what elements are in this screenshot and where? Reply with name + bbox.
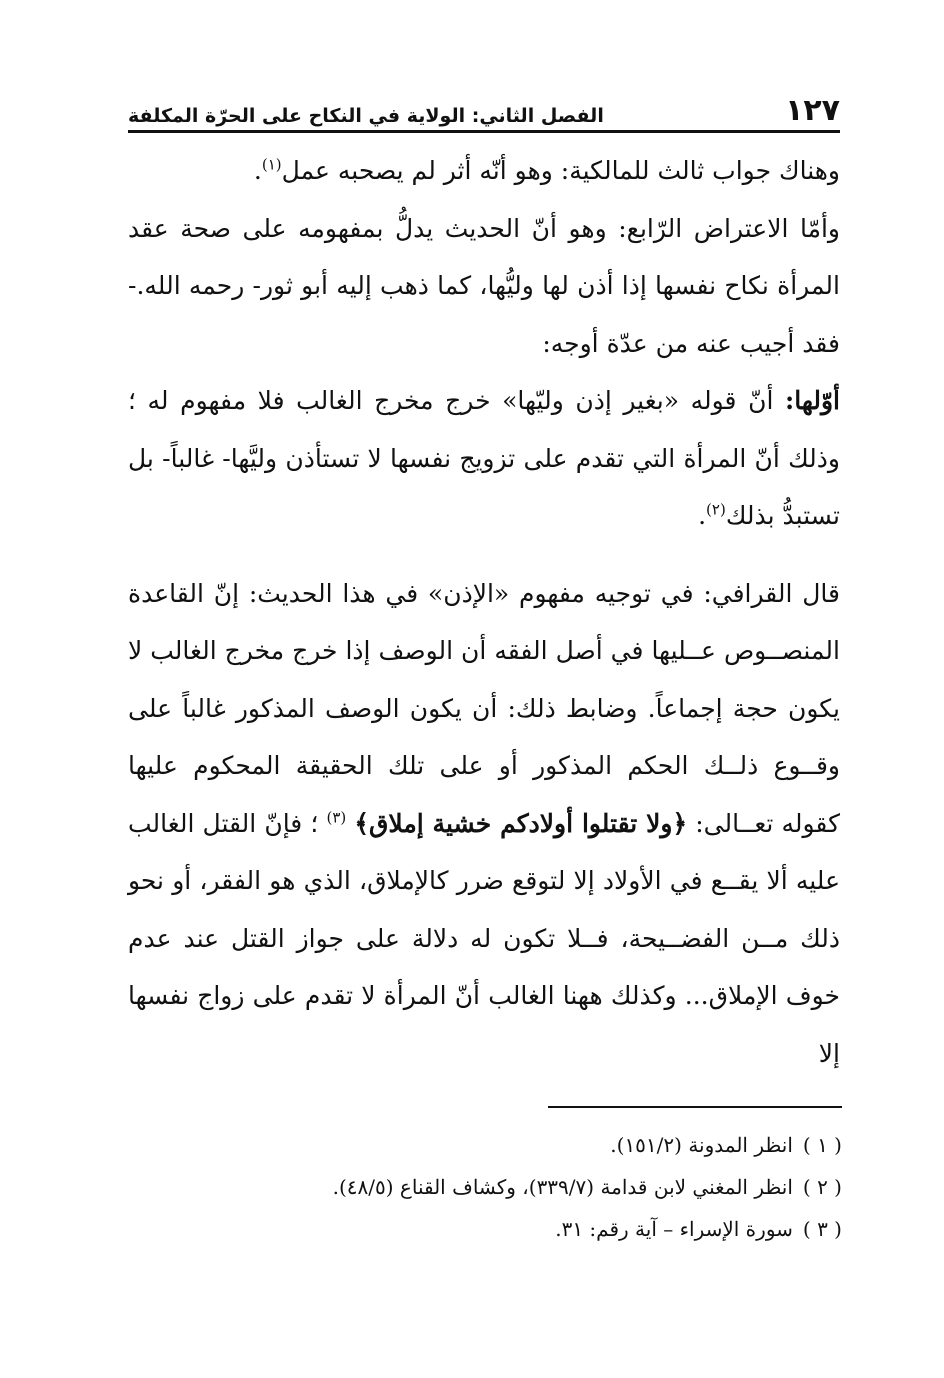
paragraph-1 (128, 142, 840, 200)
paragraph-3-text: أنّ قوله «بغير إذن وليّها» خرج مخرج الغالب فلا مفهوم له ؛ وذلك أنّ المرأة التي تقدم على تزويج نفسها لا تستأذن وليَّها- غالباً- بل تستبدُّ بذلك (128, 386, 840, 530)
paragraph-1-tail: . (253, 156, 262, 185)
paragraph-2 (128, 200, 840, 373)
footnote-ref-2: (٢) (706, 500, 726, 519)
paragraph-3-tail: . (698, 501, 707, 530)
paragraph-1-text: وهناك جواب ثالث للمالكية: وهو أنّه أثر لم يصحبه عمل (281, 156, 840, 185)
paragraph-4-text-before: قال القرافي: في توجيه مفهوم «الإذن» في هذا الحديث: إنّ القاعدة المنصــوص عــليها في أصل الفقه أن الوصف إذا خرج مخرج الغالب لا يكون حجة إجماعاً. وضابط ذلك: أن يكون الوصف المذكور غالباً على وقــوع ذلــك الحكم المذكور أو على تلك الحقيقة المحكوم عليها كقوله تعــالى: (128, 578, 840, 838)
footnote-separator (548, 1106, 842, 1108)
footnotes (200, 1124, 842, 1250)
footnote-ref-1: (١) (261, 155, 282, 174)
footnote-1-text: انظر المدونة (١٥١/٢). (610, 1133, 793, 1157)
paragraph-2-text: وأمّا الاعتراض الرّابع: وهو أنّ الحديث يدلُّ بمفهومه على صحة عقد المرأة نكاح نفسها إذا أذن لها وليُّها، كما ذهب إليه أبو ثور- رحمه الله.- فقد أجيب عنه من عدّة أوجه: (128, 213, 840, 358)
footnote-2-text: انظر المغني لابن قدامة (٣٣٩/٧)، وكشاف القناع (٤٨/٥). (332, 1175, 793, 1199)
quran-verse: ﴿ولا تقتلوا أولادكم خشية إملاق﴾ (354, 808, 688, 838)
footnote-3 (200, 1208, 842, 1250)
running-title: الفصل الثاني: الولاية في النكاح على الحرّة المكلفة (128, 105, 604, 127)
main-text (128, 142, 840, 1082)
footnote-2 (200, 1166, 842, 1208)
footnote-3-number: ( ٣ ) (802, 1217, 842, 1241)
page-header (128, 92, 840, 133)
paragraph-4-text-after: ؛ فإنّ القتل الغالب عليه ألا يقــع في الأولاد إلا لتوقع ضرر كالإملاق، الذي هو الفقر، أو نحو ذلك مــن الفضــيحة، فــلا تكون له دلالة على جواز القتل عند عدم خوف الإملاق... وكذلك ههنا الغالب أنّ المرأة لا تقدم على زواج نفسها إلا (128, 808, 840, 1068)
footnote-ref-3: (٣) (326, 808, 347, 827)
footnote-1-number: ( ١ ) (802, 1133, 842, 1157)
paragraph-3-lead: أوّلها: (784, 386, 840, 415)
footnote-1 (200, 1124, 842, 1166)
footnote-2-number: ( ٢ ) (802, 1175, 842, 1199)
page-number: ١٢٧ (785, 93, 840, 128)
footnote-3-text: سورة الإسراء – آية رقم: ٣١. (555, 1217, 793, 1241)
paragraph-3 (128, 372, 840, 545)
paragraph-4 (128, 565, 840, 1083)
